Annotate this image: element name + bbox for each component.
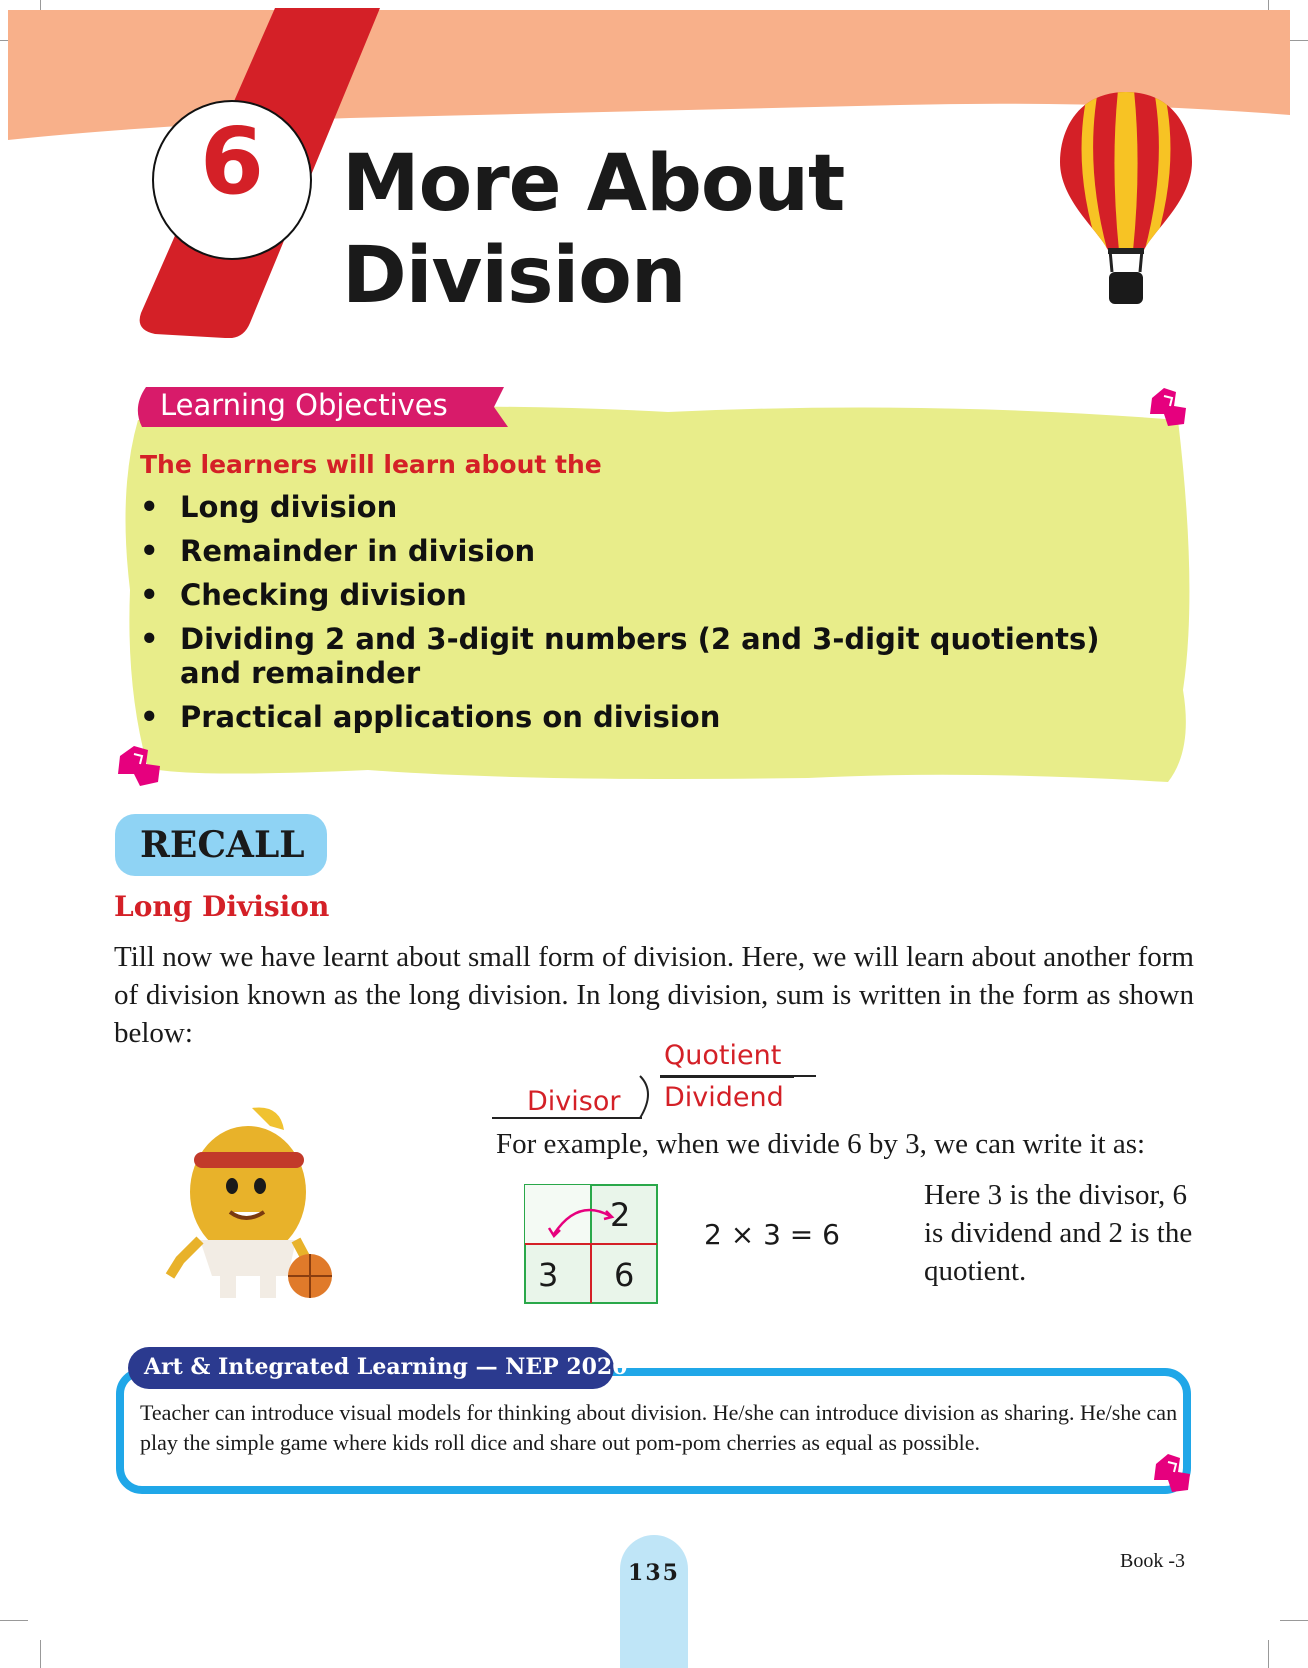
hot-air-balloon-icon: [1058, 90, 1194, 306]
list-item: • Practical applications on division: [140, 700, 721, 734]
bullet-icon: •: [140, 622, 159, 656]
art-integrated-tab-label: Art & Integrated Learning — NEP 2020: [144, 1354, 628, 1380]
crop-mark: [40, 1640, 41, 1668]
section-heading: Long Division: [114, 890, 330, 923]
example-text: For example, when we divide 6 by 3, we can write it as:: [496, 1128, 1146, 1160]
chapter-title-line2: Division: [342, 231, 686, 321]
long-division-top-line: [660, 1076, 794, 1078]
list-item: • Dividing 2 and 3-digit numbers (2 and 3-digit quotients) and remainder: [140, 622, 1100, 690]
grid-dividend: 6: [614, 1256, 635, 1294]
decorative-corner-icon: [1150, 1450, 1196, 1496]
objectives-intro: The learners will learn about the: [140, 450, 602, 479]
book-label: Book -3: [1120, 1550, 1185, 1572]
body-paragraph: Till now we have learnt about small form of division. Here, we will learn about another form of division known as the long division. In long division, sum is written in the form as shown below:: [114, 941, 1194, 1049]
chapter-title-line1: More About: [342, 139, 845, 229]
bullet-icon: •: [140, 700, 159, 734]
bullet-icon: •: [140, 578, 159, 612]
recall-label: RECALL: [140, 824, 305, 866]
chapter-title: [342, 138, 844, 322]
quotient-label: Quotient: [664, 1040, 782, 1071]
grid-divisor: 3: [538, 1256, 559, 1294]
list-item: • Remainder in division: [140, 534, 536, 568]
decorative-corner-icon: [1146, 384, 1192, 430]
mascot-character-icon: [160, 1100, 340, 1300]
equation: 2 × 3 = 6: [704, 1218, 840, 1251]
crop-mark: [0, 1620, 28, 1621]
bullet-icon: •: [140, 490, 159, 524]
objectives-tab-label: Learning Objectives: [160, 388, 448, 422]
list-item: • Checking division: [140, 578, 467, 612]
page-number: 135: [628, 1560, 680, 1586]
chapter-number: 6: [199, 108, 264, 215]
art-integrated-text: Teacher can introduce visual models for thinking about division. He/she can introduce division as sharing. He/she can play the simple game where kids roll dice and share out pom-pom cherries as equal as possible.: [140, 1400, 1178, 1455]
divisor-label: Divisor: [527, 1086, 621, 1117]
objectives-list: [140, 490, 1140, 744]
crop-mark: [1268, 1640, 1269, 1668]
example-explanation: Here 3 is the divisor, 6 is dividend and 2 is the quotient.: [924, 1179, 1193, 1287]
bullet-icon: •: [140, 534, 159, 568]
page-number-tab: [620, 1535, 688, 1668]
dividend-label: Dividend: [664, 1082, 784, 1113]
grid-quotient: 2: [610, 1196, 631, 1234]
list-item: • Long division: [140, 490, 398, 524]
crop-mark: [1280, 1620, 1308, 1621]
decorative-corner-icon: [114, 742, 168, 790]
